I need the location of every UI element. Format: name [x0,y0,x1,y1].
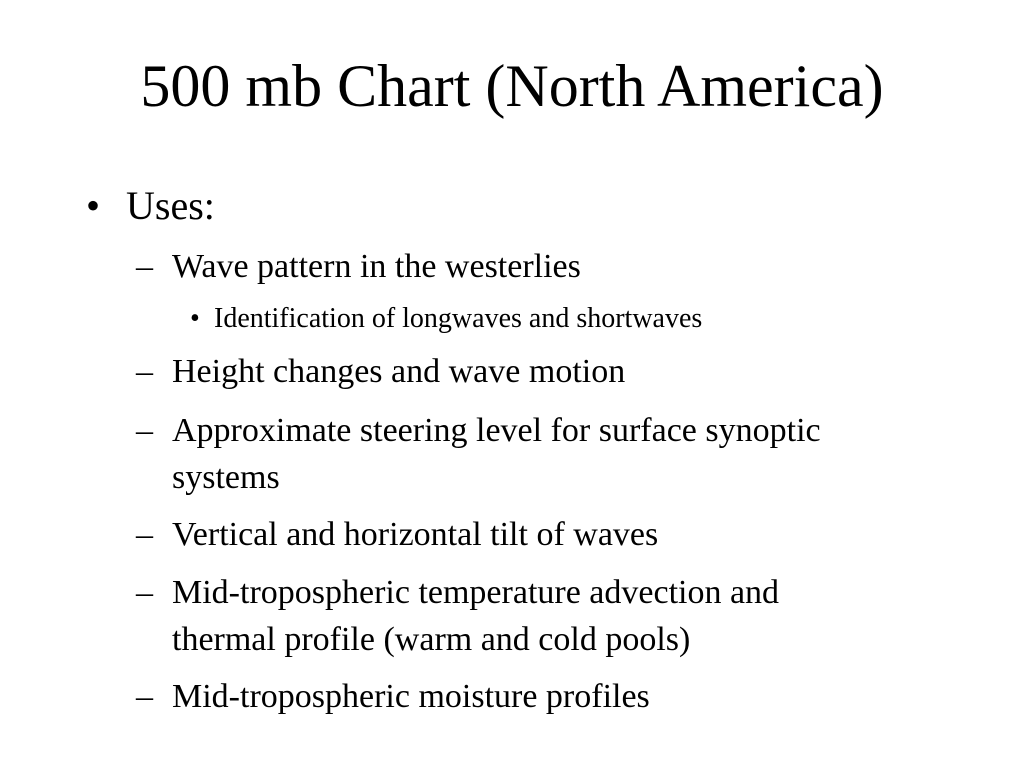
item-5-text-line2: thermal profile (warm and cold pools) [172,621,691,658]
item-5-text-line1: Mid-tropospheric temperature advection and [172,574,780,611]
item-6-dash: – [136,678,153,715]
item-3-dash: – [136,412,153,449]
item-5-dash: – [136,574,153,611]
item-6-text: Mid-tropospheric moisture profiles [172,678,650,715]
item-4-text: Vertical and horizontal tilt of waves [172,516,659,553]
item-2-dash: – [136,353,153,390]
item-3-text-line2: systems [172,459,280,496]
item-1-text: Wave pattern in the westerlies [172,248,581,285]
subitem-1-text: Identification of longwaves and shortwaves [214,303,703,334]
level1-bullet: • [86,183,101,228]
item-3-text-line1: Approximate steering level for surface synoptic [172,412,821,449]
item-1-dash: – [136,248,153,285]
slide-title: 500 mb Chart (North America) [140,53,884,119]
item-2-text: Height changes and wave motion [172,353,626,390]
level1-text: Uses: [126,183,215,228]
item-4-dash: – [136,516,153,553]
subitem-1-bullet: • [190,303,200,334]
